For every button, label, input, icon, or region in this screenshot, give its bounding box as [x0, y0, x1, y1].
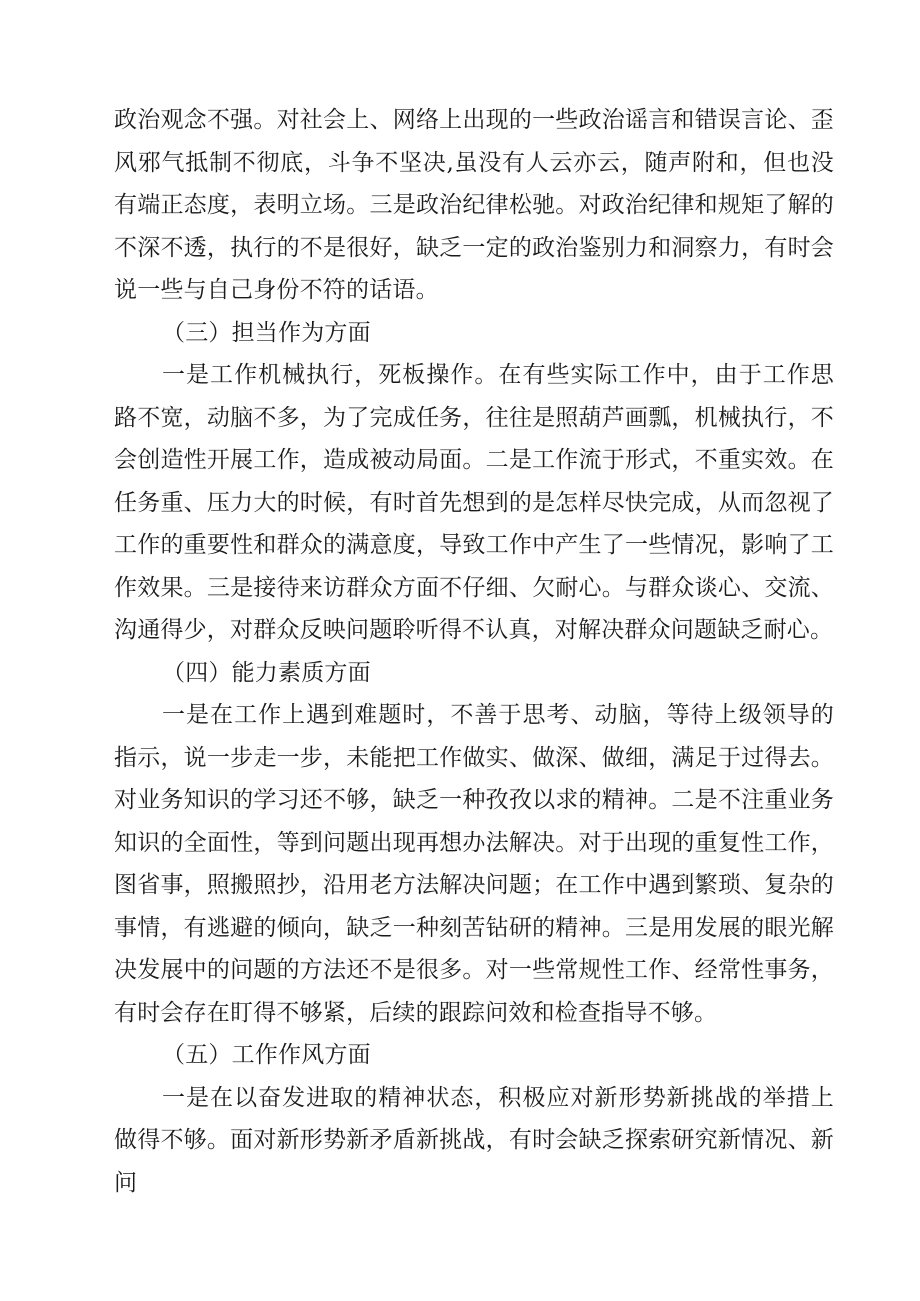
section-heading-ability: （四）能力素质方面	[162, 659, 371, 686]
paragraph-work-style: 一是在以奋发进取的精神状态，积极应对新形势新挑战的举措上做得不够。面对新形势新矛盾新挑战，有时会缺乏探索研究新情况、新问	[114, 1084, 834, 1196]
section-heading-work-style: （五）工作作风方面	[162, 1042, 371, 1068]
section-heading-responsibility: （三）担当作为方面	[162, 319, 371, 346]
paragraph-political-discipline-continued: 政治观念不强。对社会上、网络上出现的一些政治谣言和错误言论、歪风邪气抵制不彻底，斗争不坚决,虽没有人云亦云，随声附和，但也没有端正态度，表明立场。三是政治纪律松驰。对政治纪律和规矩了解的不深不透，执行的不是很好，缺乏一定的政治鉴别力和洞察力，有时会说一些与自己身份不符的话语。	[114, 107, 834, 303]
document-body	[114, 99, 834, 1204]
paragraph-responsibility: 一是工作机械执行，死板操作。在有些实际工作中，由于工作思路不宽，动脑不多，为了完成任务，往往是照葫芦画瓢，机械执行，不会创造性开展工作，造成被动局面。二是工作流于形式，不重实效。在任务重、压力大的时候，有时首先想到的是怎样尽快完成，从而忽视了工作的重要性和群众的满意度，导致工作中产生了一些情况，影响了工作效果。三是接待来访群众方面不仔细、欠耐心。与群众谈心、交流、沟通得少，对群众反映问题聆听得不认真，对解决群众问题缺乏耐心。	[114, 362, 834, 643]
paragraph-ability: 一是在工作上遇到难题时，不善于思考、动脑，等待上级领导的指示，说一步走一步，未能把工作做实、做深、做细，满足于过得去。对业务知识的学习还不够，缺乏一种孜孜以求的精神。二是不注重业务知识的全面性，等到问题出现再想办法解决。对于出现的重复性工作，图省事，照搬照抄，沿用老方法解决问题；在工作中遇到繁琐、复杂的事情，有逃避的倾向，缺乏一种刻苦钻研的精神。三是用发展的眼光解决发展中的问题的方法还不是很多。对一些常规性工作、经常性事务，有时会存在盯得不够紧，后续的跟踪问效和检查指导不够。	[114, 702, 834, 1026]
